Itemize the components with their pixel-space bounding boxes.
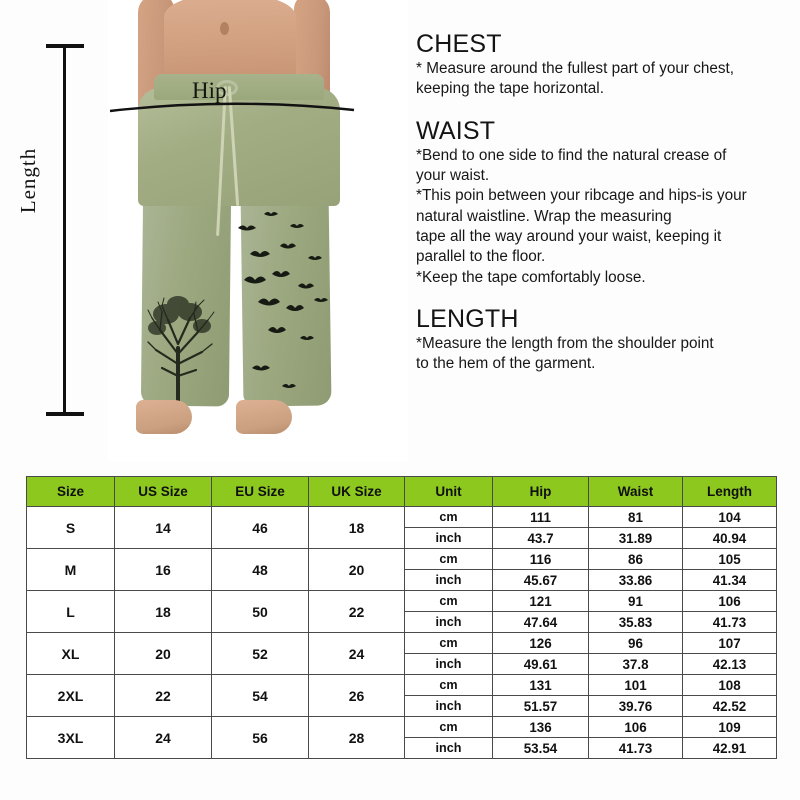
waist-line-3: *This poin between your ribcage and hips-is your (416, 187, 747, 205)
cell-eu-M: 48 (212, 549, 309, 591)
cell-size-S: S (27, 507, 115, 549)
pants-waistband (154, 74, 324, 100)
cell-size-L: L (27, 591, 115, 633)
cell-unit-M-cm: cm (405, 549, 493, 570)
cell-hip-2XL-inch: 51.57 (493, 696, 589, 717)
cell-waist-S-inch: 31.89 (589, 528, 683, 549)
instruction-block-length (416, 305, 788, 375)
table-header-row (27, 477, 777, 507)
cell-length-2XL-cm: 108 (683, 675, 777, 696)
length-axis-label: Length (16, 147, 41, 214)
waist-line-4: natural waistline. Wrap the measuring (416, 207, 672, 225)
cell-uk-XL: 24 (309, 633, 405, 675)
cell-hip-M-cm: 116 (493, 549, 589, 570)
cell-length-XL-inch: 42.13 (683, 654, 777, 675)
cell-unit-XL-inch: inch (405, 654, 493, 675)
cell-us-M: 16 (115, 549, 212, 591)
cell-hip-S-inch: 43.7 (493, 528, 589, 549)
cell-waist-2XL-cm: 101 (589, 675, 683, 696)
cell-us-2XL: 22 (115, 675, 212, 717)
waist-line-2: your waist. (416, 167, 490, 185)
cell-size-3XL: 3XL (27, 717, 115, 759)
waist-line-7: *Keep the tape comfortably loose. (416, 268, 646, 286)
cell-waist-XL-cm: 96 (589, 633, 683, 654)
waist-body (416, 146, 788, 288)
cell-waist-3XL-inch: 41.73 (589, 738, 683, 759)
cell-length-M-cm: 105 (683, 549, 777, 570)
cell-hip-L-cm: 121 (493, 591, 589, 612)
th-size: Size (27, 477, 115, 507)
length-heading: LENGTH (416, 305, 519, 334)
bracket-bottom-cap (46, 412, 84, 416)
cell-waist-XL-inch: 37.8 (589, 654, 683, 675)
cell-unit-2XL-inch: inch (405, 696, 493, 717)
cell-hip-M-inch: 45.67 (493, 570, 589, 591)
cell-length-S-inch: 40.94 (683, 528, 777, 549)
cell-unit-S-cm: cm (405, 507, 493, 528)
hip-measurement-line (108, 99, 356, 115)
cell-size-M: M (27, 549, 115, 591)
cell-length-3XL-inch: 42.91 (683, 738, 777, 759)
cell-size-2XL: 2XL (27, 675, 115, 717)
th-eu: EU Size (212, 477, 309, 507)
th-length: Length (683, 477, 777, 507)
cell-length-M-inch: 41.34 (683, 570, 777, 591)
size-chart-table (26, 476, 777, 759)
th-us: US Size (115, 477, 212, 507)
size-table-container (26, 476, 776, 759)
cell-hip-3XL-cm: 136 (493, 717, 589, 738)
table-row (27, 633, 777, 654)
cell-eu-S: 46 (212, 507, 309, 549)
cell-unit-S-inch: inch (405, 528, 493, 549)
model-right-foot (236, 400, 292, 434)
cell-waist-M-inch: 33.86 (589, 570, 683, 591)
cell-hip-S-cm: 111 (493, 507, 589, 528)
product-photo (108, 0, 408, 462)
hip-axis-label: Hip (192, 78, 227, 103)
chest-line-1: * Measure around the fullest part of your chest, (416, 60, 735, 77)
table-row (27, 507, 777, 528)
cell-length-XL-cm: 107 (683, 633, 777, 654)
cell-hip-2XL-cm: 131 (493, 675, 589, 696)
th-unit: Unit (405, 477, 493, 507)
measuring-instructions (416, 30, 788, 375)
cell-hip-3XL-inch: 53.54 (493, 738, 589, 759)
cell-length-S-cm: 104 (683, 507, 777, 528)
cell-unit-3XL-cm: cm (405, 717, 493, 738)
cell-uk-3XL: 28 (309, 717, 405, 759)
waist-line-5: tape all the way around your waist, keeping it (416, 228, 722, 246)
cell-size-XL: XL (27, 633, 115, 675)
cell-unit-XL-cm: cm (405, 633, 493, 654)
th-waist: Waist (589, 477, 683, 507)
cell-uk-2XL: 26 (309, 675, 405, 717)
model-navel (220, 22, 229, 35)
model-left-foot (136, 400, 192, 434)
cell-length-3XL-cm: 109 (683, 717, 777, 738)
cell-hip-XL-inch: 49.61 (493, 654, 589, 675)
cell-waist-M-cm: 86 (589, 549, 683, 570)
table-head (27, 477, 777, 507)
waist-line-1: *Bend to one side to find the natural crease of (416, 146, 727, 164)
table-row (27, 717, 777, 738)
waist-line-6: parallel to the floor. (416, 248, 546, 266)
cell-us-3XL: 24 (115, 717, 212, 759)
cell-hip-XL-cm: 126 (493, 633, 589, 654)
length-line-2: to the hem of the garment. (416, 355, 596, 373)
cell-eu-2XL: 54 (212, 675, 309, 717)
cell-waist-L-inch: 35.83 (589, 612, 683, 633)
cell-unit-M-inch: inch (405, 570, 493, 591)
cell-waist-S-cm: 81 (589, 507, 683, 528)
flying-birds-print (228, 198, 336, 398)
cell-eu-XL: 52 (212, 633, 309, 675)
th-hip: Hip (493, 477, 589, 507)
cell-eu-3XL: 56 (212, 717, 309, 759)
waist-heading: WAIST (416, 116, 496, 145)
cell-length-L-cm: 106 (683, 591, 777, 612)
instruction-block-waist (416, 117, 788, 288)
length-measurement-bracket (44, 44, 86, 416)
table-row (27, 675, 777, 696)
length-line-1: *Measure the length from the shoulder point (416, 335, 714, 353)
cell-uk-M: 20 (309, 549, 405, 591)
cell-waist-L-cm: 91 (589, 591, 683, 612)
cell-hip-L-inch: 47.64 (493, 612, 589, 633)
chest-body (416, 59, 788, 100)
bracket-stem (63, 44, 66, 416)
cell-us-S: 14 (115, 507, 212, 549)
cell-us-XL: 20 (115, 633, 212, 675)
cell-unit-L-inch: inch (405, 612, 493, 633)
cell-uk-L: 22 (309, 591, 405, 633)
cell-unit-3XL-inch: inch (405, 738, 493, 759)
th-uk: UK Size (309, 477, 405, 507)
length-body (416, 334, 788, 375)
cell-us-L: 18 (115, 591, 212, 633)
cell-unit-2XL-cm: cm (405, 675, 493, 696)
cell-waist-2XL-inch: 39.76 (589, 696, 683, 717)
table-body (27, 507, 777, 759)
cell-length-2XL-inch: 42.52 (683, 696, 777, 717)
chest-heading: CHEST (416, 30, 502, 58)
table-row (27, 591, 777, 612)
cell-unit-L-cm: cm (405, 591, 493, 612)
tree-silhouette-print (144, 284, 224, 402)
instruction-block-chest (416, 30, 788, 100)
cell-uk-S: 18 (309, 507, 405, 549)
cell-waist-3XL-cm: 106 (589, 717, 683, 738)
cell-eu-L: 50 (212, 591, 309, 633)
chest-line-2: keeping the tape horizontal. (416, 80, 604, 98)
table-row (27, 549, 777, 570)
linen-pants (132, 74, 348, 414)
cell-length-L-inch: 41.73 (683, 612, 777, 633)
